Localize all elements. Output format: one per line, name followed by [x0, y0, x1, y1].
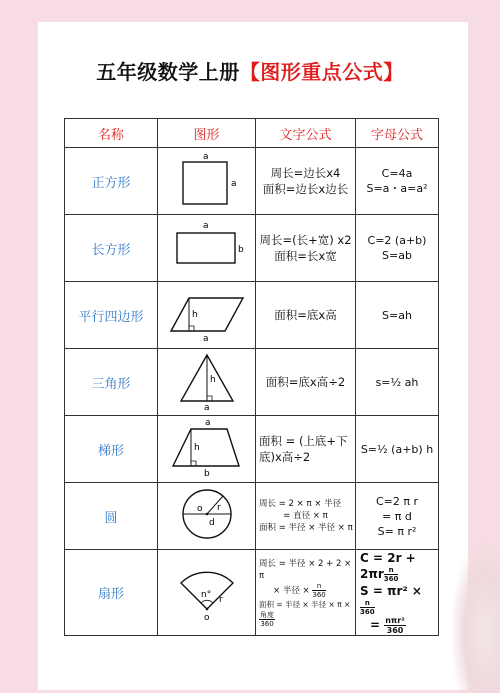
table-row [65, 349, 439, 416]
label-b: b [203, 469, 210, 478]
title-highlight: 【图形重点公式】 [239, 60, 404, 84]
text-formula [256, 416, 356, 483]
label-h: h [193, 443, 200, 453]
header-figure: 图形 [158, 119, 256, 148]
square-figure [158, 148, 256, 215]
formula-line: C=2 (a+b) [367, 234, 427, 247]
sector-figure [158, 550, 256, 636]
formula-line: = 直径 × π [283, 511, 328, 521]
label-h: h [191, 310, 198, 320]
shape-name: 平行四边形 [65, 282, 158, 349]
fraction: $\frac{n}{360}$ [383, 566, 399, 583]
letter-formula [356, 550, 439, 636]
fraction: $\frac{n}{360}$ [312, 581, 326, 599]
triangle-figure [158, 349, 256, 416]
text-formula [256, 215, 356, 282]
formula-line: 周长=(长+宽) x2 [259, 233, 352, 247]
shape-name: 长方形 [65, 215, 158, 282]
label-r: r [216, 503, 221, 513]
letter-formula [356, 349, 439, 416]
formula-line: S=a・a=a² [366, 182, 428, 195]
shape-name: 三角形 [65, 349, 158, 416]
letter-formula [356, 483, 439, 550]
label-a: a [202, 221, 209, 231]
shape-name: 圆 [65, 483, 158, 550]
formula-line: S=ah [382, 308, 412, 322]
formula-line: 周长 = 2 × π × 半径 [259, 499, 342, 509]
letter-formula [356, 416, 439, 483]
fraction: $\frac{\text{角度}}{360}$ [260, 610, 274, 628]
formula-line: s=¹⁄₂ ah [375, 375, 419, 389]
parallelogram-figure [158, 282, 256, 349]
formula-line: = $\frac{\text{nπr²}}{360}$ [370, 616, 405, 635]
letter-formula [356, 215, 439, 282]
formula-line: 面积 = 半径 × 半径 × π [259, 523, 353, 533]
label-b: b [237, 245, 244, 255]
fraction: $\frac{n}{360}$ [360, 599, 375, 616]
table-header-row [65, 119, 439, 148]
letter-formula [356, 148, 439, 215]
trapezoid-figure [158, 416, 256, 483]
header-letter-formula: 字母公式 [356, 119, 439, 148]
page-title [0, 56, 500, 85]
formula-line: 周长 = 半径 × 2 + 2 × π [259, 558, 352, 581]
text-formula [256, 148, 356, 215]
formula-line: C = 2r + 2πr $\frac{n}{360}$ [360, 551, 416, 583]
label-h: h [209, 375, 216, 385]
rectangle-figure [158, 215, 256, 282]
label-a: a [203, 403, 210, 411]
text-formula [256, 282, 356, 349]
text-formula [256, 550, 356, 636]
formula-line: C=4a [381, 167, 413, 180]
header-name: 名称 [65, 119, 158, 148]
text-formula [256, 483, 356, 550]
shape-name: 扇形 [65, 550, 158, 636]
formula-line: 面积=底x高÷2 [265, 375, 346, 389]
table-row [65, 550, 439, 636]
label-a: a [204, 418, 211, 428]
label-a: a [202, 334, 209, 344]
formula-line: 周长=边长x4 [270, 166, 341, 180]
formula-table [64, 118, 439, 636]
letter-formula [356, 282, 439, 349]
formula-line: S= π r² [377, 524, 417, 538]
formula-line: 面积=边长x边长 [262, 182, 349, 196]
label-n-degree: n° [200, 589, 211, 600]
label-o: o [203, 612, 210, 623]
fraction: $\frac{\text{nπr²}}{360}$ [385, 616, 405, 635]
table-row [65, 215, 439, 282]
formula-line: 底)x高÷2 [259, 450, 311, 464]
formula-line: × 半径 × $\frac{n}{360}$ [273, 581, 326, 599]
label-o: o [196, 504, 203, 514]
circle-figure [158, 483, 256, 550]
formula-line: S=ab [382, 249, 412, 262]
table-row [65, 282, 439, 349]
formula-line: = π d [382, 509, 412, 523]
table-row [65, 148, 439, 215]
header-text-formula: 文字公式 [256, 119, 356, 148]
label-a-side: a [230, 179, 237, 189]
formula-line: 面积=长x宽 [274, 249, 337, 263]
shape-name: 梯形 [65, 416, 158, 483]
formula-line: S=¹⁄₂ (a+b) h [360, 442, 434, 456]
table-row [65, 483, 439, 550]
formula-line: 面积=底x高 [274, 308, 337, 322]
formula-line: C=2 π r [375, 494, 419, 508]
title-main: 五年级数学上册 [96, 60, 240, 84]
shape-name: 正方形 [65, 148, 158, 215]
label-d: d [208, 518, 215, 528]
flower-decoration [452, 543, 500, 693]
formula-line: S = πr² × $\frac{n}{360}$ [360, 584, 422, 616]
text-formula [256, 349, 356, 416]
label-a: a [202, 152, 209, 162]
label-r: r [218, 594, 223, 605]
formula-line: 面积 = (上底+下 [259, 434, 348, 448]
table-row [65, 416, 439, 483]
formula-line: 面积 = 半径 × 半径 × π × $\frac{\text{角度}}{360}$ [259, 599, 351, 628]
